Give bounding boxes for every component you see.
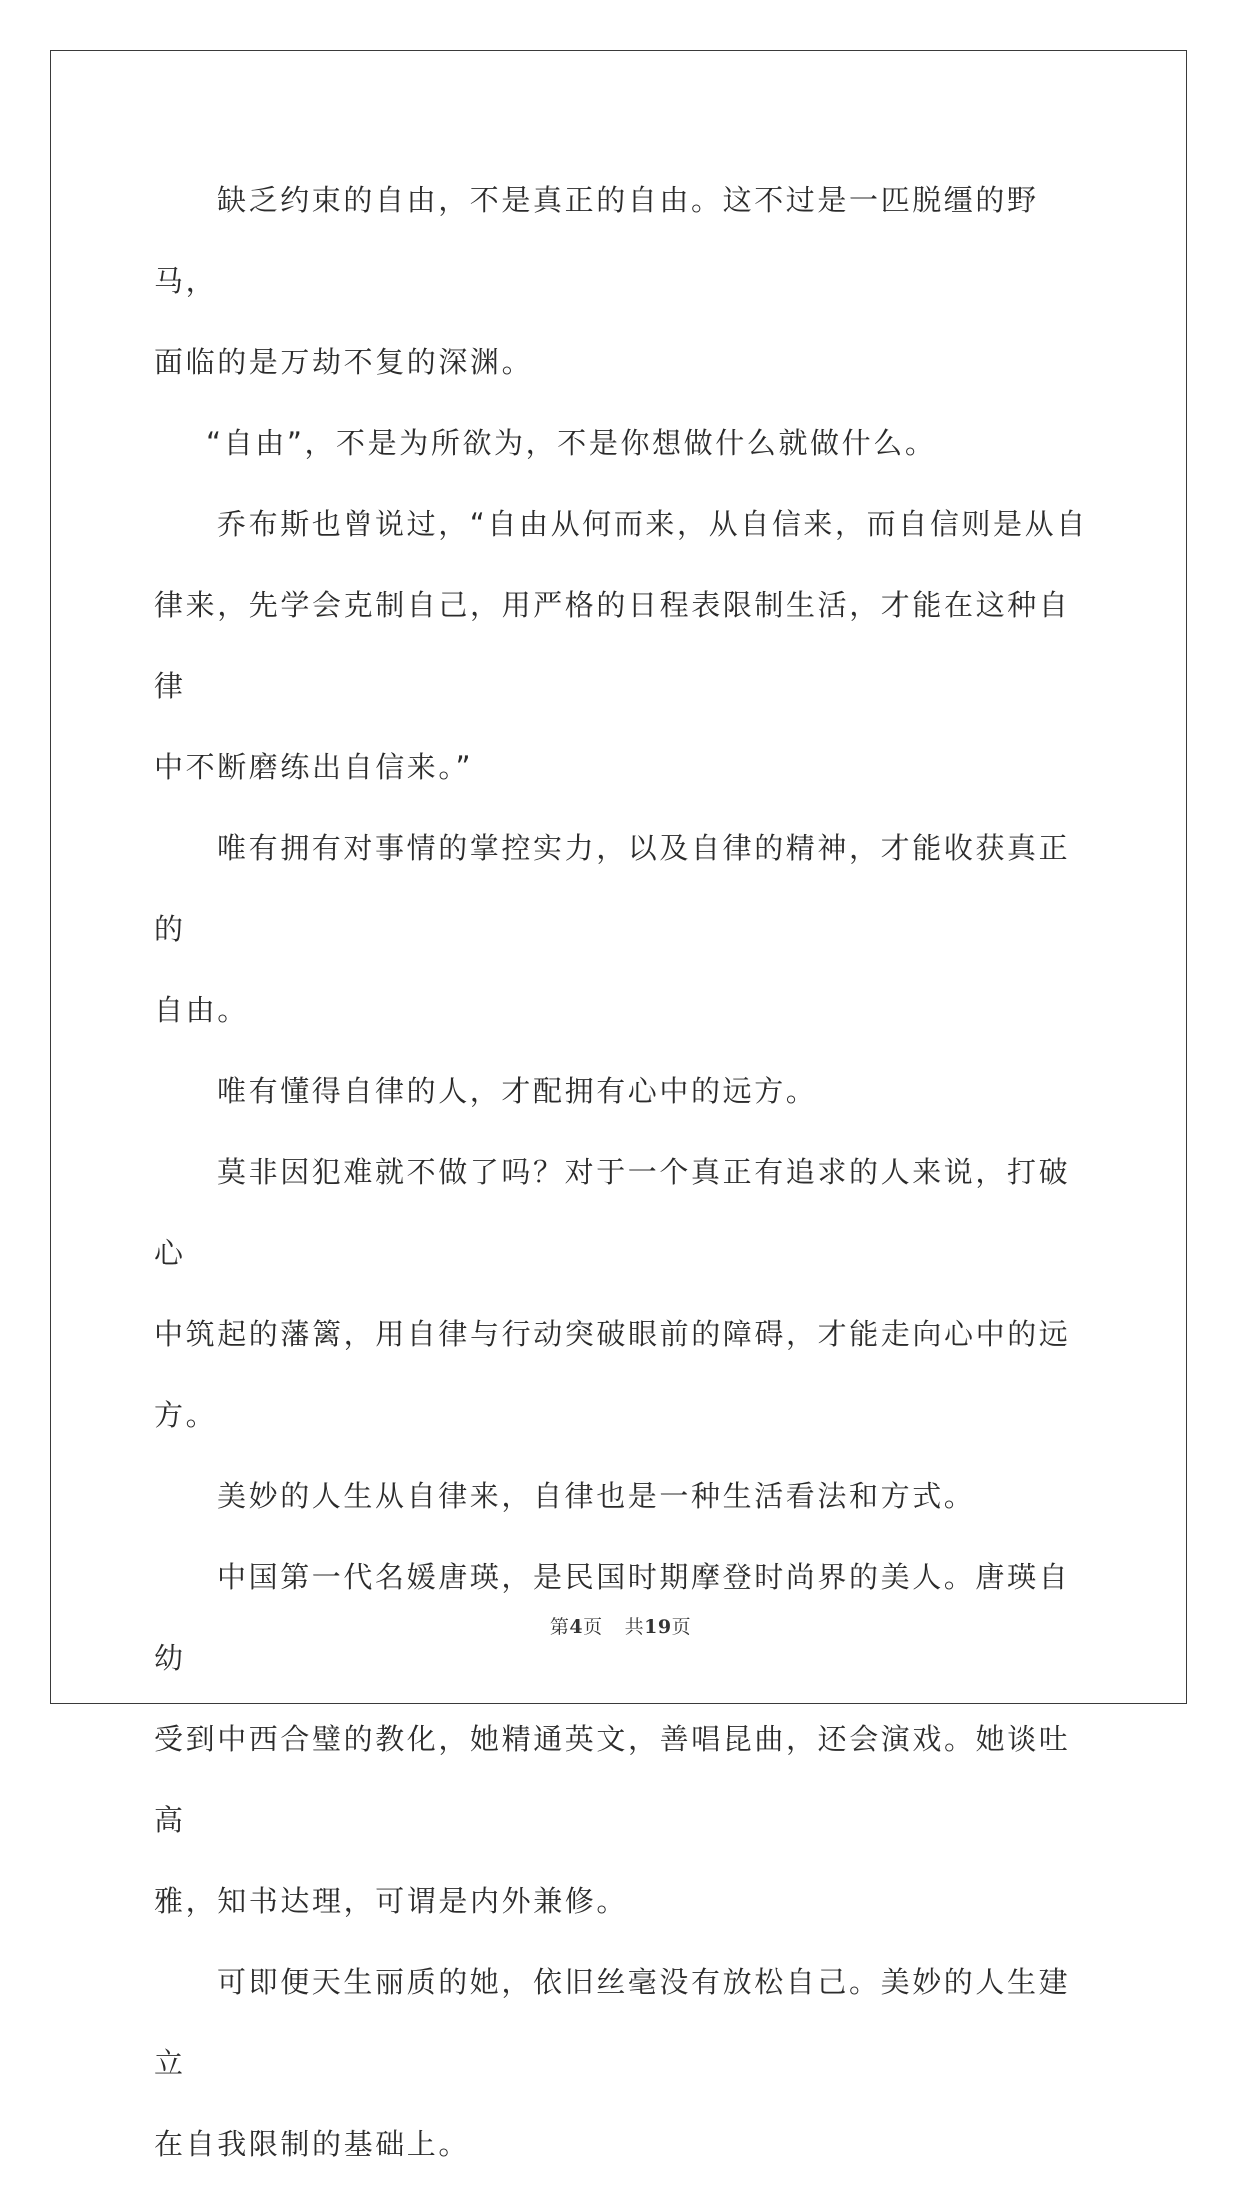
- paragraph-6: [154, 1132, 1094, 1456]
- paragraph-line: 缺乏约束的自由，不是真正的自由。这不过是一匹脱缰的野马，: [154, 183, 1039, 298]
- paragraph-9: [154, 1942, 1094, 2185]
- paragraph-line: 莫非因犯难就不做了吗？对于一个真正有追求的人来说，打破心: [154, 1155, 1071, 1270]
- paragraph-line: 可即便天生丽质的她，依旧丝毫没有放松自己。美妙的人生建立: [154, 1965, 1071, 2080]
- current-page-number: 4: [569, 1616, 584, 1638]
- total-pages-number: 19: [644, 1616, 672, 1638]
- paragraph-line: 唯有拥有对事情的掌控实力，以及自律的精神，才能收获真正的: [154, 831, 1071, 946]
- paragraph-5: [154, 1051, 1094, 1132]
- paragraph-line: 中国第一代名媛唐瑛，是民国时期摩登时尚界的美人。唐瑛自幼: [154, 1560, 1071, 1675]
- paragraph-7: [154, 1456, 1094, 1537]
- paragraph-4: [154, 808, 1094, 1051]
- paragraph-line: 中不断磨练出自信来。”: [154, 750, 474, 784]
- paragraph-line: “自由”，不是为所欲为，不是你想做什么就做什么。: [206, 426, 937, 460]
- document-body: [154, 160, 1094, 2185]
- footer-prefix: 第: [549, 1616, 570, 1638]
- page-number-footer: [0, 1612, 1241, 1639]
- paragraph-3: [154, 484, 1094, 808]
- footer-total-prefix: 共: [624, 1616, 645, 1638]
- paragraph-line: 中筑起的藩篱，用自律与行动突破眼前的障碍，才能走向心中的远方。: [154, 1317, 1071, 1432]
- paragraph-line: 在自我限制的基础上。: [154, 2127, 471, 2161]
- paragraph-line: 乔布斯也曾说过，“自由从何而来，从自信来，而自信则是从自: [217, 507, 1088, 541]
- paragraph-line: 美妙的人生从自律来，自律也是一种生活看法和方式。: [217, 1479, 976, 1513]
- footer-total-suffix: 页: [671, 1616, 692, 1638]
- paragraph-8: [154, 1537, 1094, 1942]
- paragraph-line: 唯有懂得自律的人，才配拥有心中的远方。: [217, 1074, 818, 1108]
- paragraph-line: 自由。: [154, 993, 249, 1027]
- paragraph-line: 律来，先学会克制自己，用严格的日程表限制生活，才能在这种自律: [154, 588, 1071, 703]
- footer-page-suffix: 页: [583, 1616, 603, 1638]
- paragraph-1: [154, 160, 1094, 403]
- paragraph-line: 雅，知书达理，可谓是内外兼修。: [154, 1884, 629, 1918]
- paragraph-line: 受到中西合璧的教化，她精通英文，善唱昆曲，还会演戏。她谈吐高: [154, 1722, 1071, 1837]
- paragraph-line: 面临的是万劫不复的深渊。: [154, 345, 534, 379]
- paragraph-2: [154, 403, 1094, 484]
